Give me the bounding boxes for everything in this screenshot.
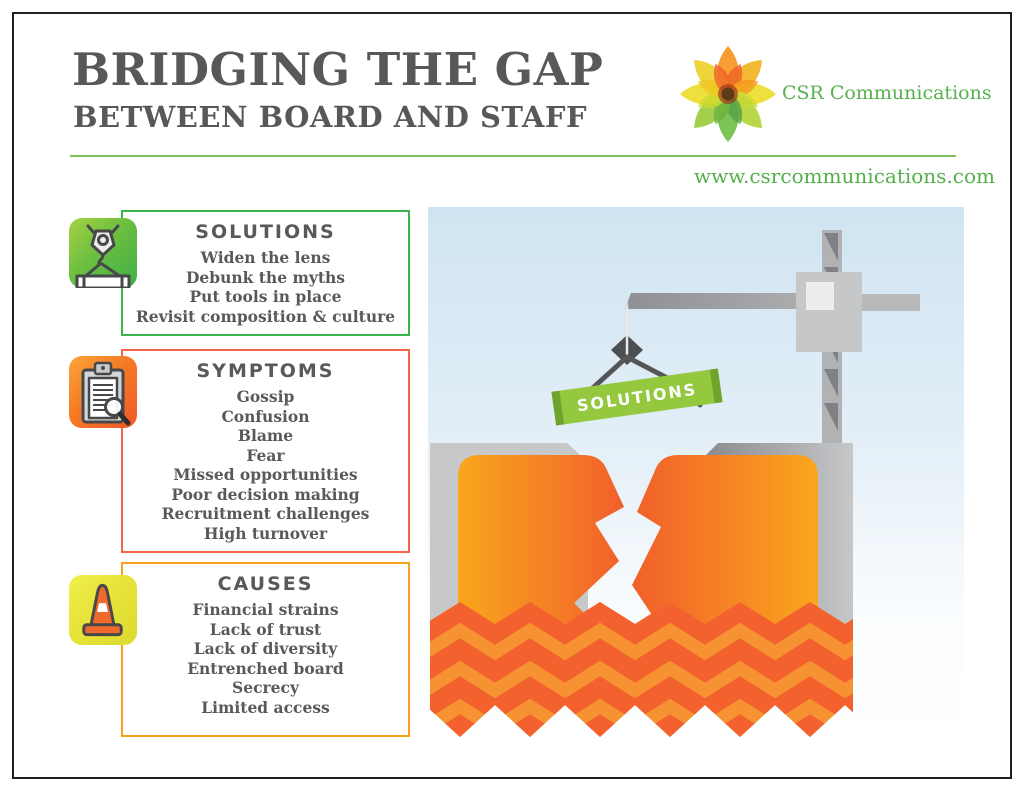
list-item: Put tools in place <box>189 287 342 306</box>
brand-name: CSR Communications <box>782 82 992 104</box>
list-item: Poor decision making <box>171 484 360 504</box>
crane-jib-arm <box>625 293 796 309</box>
list-item: Lack of diversity <box>193 639 338 658</box>
list-item: Secrecy <box>232 678 299 697</box>
flower-logo-icon <box>676 42 780 150</box>
clipboard-magnifier-icon <box>69 356 137 428</box>
solutions-panel <box>121 210 410 336</box>
symptoms-panel <box>121 349 410 553</box>
header-divider-line <box>70 155 956 157</box>
causes-heading: CAUSES <box>217 573 314 595</box>
list-item: Fear <box>246 445 285 465</box>
list-item: Gossip <box>236 387 295 406</box>
crane-hook-beam-icon <box>69 218 137 288</box>
page-title: BRIDGING THE GAP <box>72 43 604 96</box>
list-item: Limited access <box>201 697 330 717</box>
website-url: www.csrcommunications.com <box>694 164 996 188</box>
list-item: Confusion <box>221 406 310 426</box>
bridge-crane-illustration <box>428 207 964 740</box>
page-subtitle: BETWEEN BOARD AND STAFF <box>73 100 588 134</box>
crane-counter-jib <box>862 294 920 311</box>
list-item: Lack of trust <box>209 619 322 639</box>
list-item: Widen the lens <box>200 248 331 267</box>
list-item: Missed opportunities <box>173 465 358 484</box>
bridge-right-half <box>632 455 818 627</box>
list-item: Recruitment challenges <box>161 504 370 523</box>
list-item: Entrenched board <box>187 658 344 678</box>
traffic-cone-icon <box>69 575 137 645</box>
sign-label: SOLUTIONS <box>575 379 699 416</box>
symptoms-heading: SYMPTOMS <box>196 360 335 382</box>
list-item: Blame <box>237 426 294 445</box>
causes-panel <box>121 562 410 737</box>
list-item: Debunk the myths <box>185 267 346 287</box>
list-item: Revisit composition & culture <box>135 306 396 326</box>
crane-cab-window <box>806 282 834 310</box>
list-item: Financial strains <box>192 600 339 619</box>
list-item: High turnover <box>203 523 328 543</box>
solutions-heading: SOLUTIONS <box>195 221 336 243</box>
